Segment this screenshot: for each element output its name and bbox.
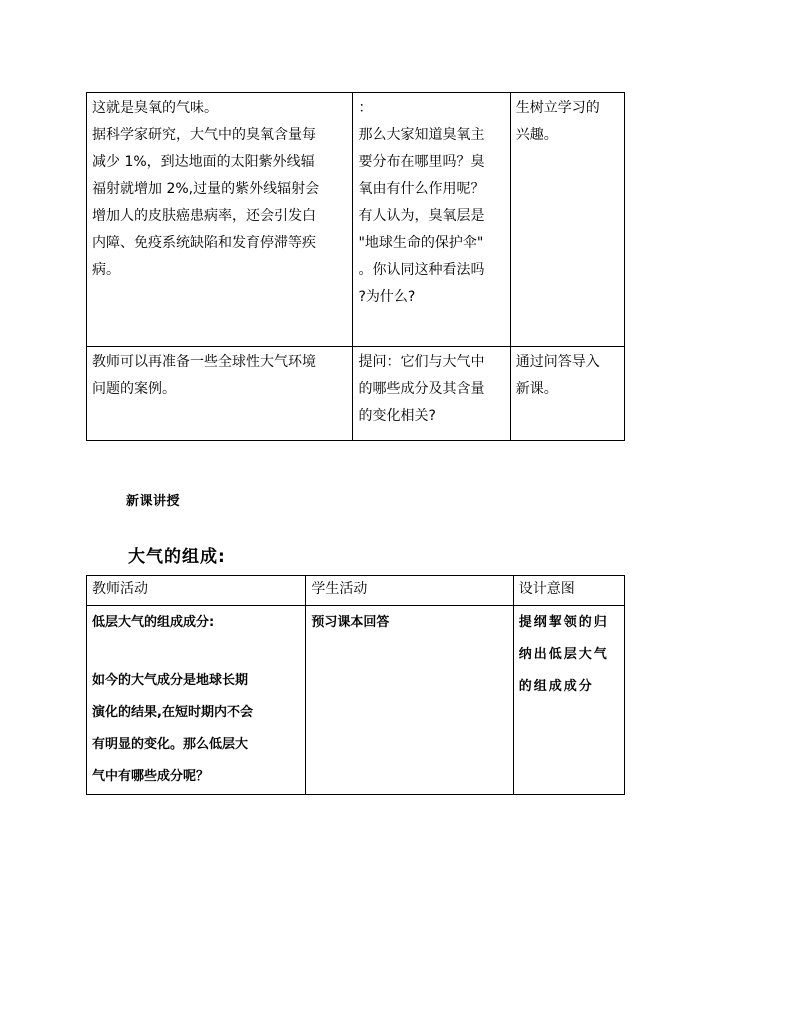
teacher-activity-cell [87, 93, 353, 347]
text-line: 演化的结果,在短时期内不会 [92, 705, 253, 720]
table-row [87, 347, 625, 441]
text-line: 如今的大气成分是地球长期 [92, 673, 249, 688]
student-activity-cell [353, 93, 510, 347]
text-line: 问题的案例。 [92, 381, 176, 397]
section-heading: 新课讲授 [126, 494, 181, 509]
lesson-table-1 [86, 92, 625, 441]
teacher-activity-cell [87, 347, 353, 441]
design-intent-cell [510, 347, 624, 441]
text-line: 的变化相关? [358, 408, 436, 424]
header-student-activity: 学生活动 [306, 576, 513, 606]
text-line: 。你认同这种看法吗 [358, 262, 485, 278]
text-line: 这就是臭氧的气味。 [92, 100, 218, 116]
text-line: 减少 1%，到达地面的太阳紫外线辐 [92, 154, 315, 170]
text-line: 通过问答导入 [515, 354, 600, 370]
text-line: 据科学家研究，大气中的臭氧含量每 [92, 127, 316, 143]
text-line: 增加人的皮肤癌患病率，还会引发白 [92, 208, 316, 224]
text-line: 有人认为，臭氧层是 [358, 208, 485, 224]
lesson-table-2 [86, 575, 625, 795]
text-line: 有明显的变化。那么低层大 [92, 737, 249, 752]
text-line: 氧由有什么作用呢？ [358, 181, 485, 197]
text-line: 新课。 [515, 381, 558, 397]
text-line: 兴趣。 [515, 127, 558, 143]
header-teacher-activity: 教师活动 [87, 576, 306, 606]
text-line: ： [358, 100, 373, 116]
design-intent-cell [513, 606, 624, 795]
text-line: 生树立学习的 [515, 100, 600, 116]
sub-heading: 大气的组成: [128, 547, 226, 567]
text-line: 提纲挈领的归 [518, 615, 609, 630]
student-activity-cell [353, 347, 510, 441]
text-line: 要分布在哪里吗？臭 [358, 154, 485, 170]
table-row [87, 93, 625, 347]
text-line: "地球生命的保护伞" [358, 235, 484, 251]
header-design-intent: 设计意图 [513, 576, 624, 606]
text-line: 那么大家知道臭氧主 [358, 127, 485, 143]
text-line: 的组成成分 [518, 679, 594, 694]
text-line: 预习课本回答 [311, 615, 390, 630]
text-line: ?为什么? [358, 289, 416, 305]
design-intent-cell [510, 93, 624, 347]
text-line: 提问：它们与大气中 [358, 354, 485, 370]
teacher-activity-cell [87, 606, 306, 795]
cell-title: 低层大气的组成成分: [92, 615, 215, 630]
student-activity-cell [306, 606, 513, 795]
text-line: 纳出低层大气 [518, 647, 609, 662]
text-line: 的哪些成分及其含量 [358, 381, 485, 397]
text-line: 福射就增加 2%,过量的紫外线辐射会 [92, 181, 320, 197]
text-line: 教师可以再准备一些全球性大气环境 [92, 354, 316, 370]
text-line: 病。 [92, 262, 120, 278]
text-line: 内障、免疫系统缺陷和发育停滞等疾 [92, 235, 316, 251]
table-row [87, 606, 625, 795]
text-line: 气中有哪些成分呢？ [92, 769, 210, 784]
table-header-row [87, 576, 625, 606]
